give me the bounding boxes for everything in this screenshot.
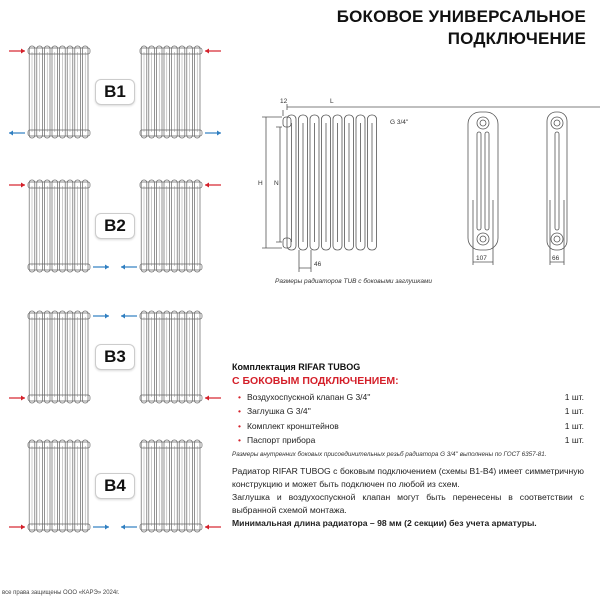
bullet-icon: • bbox=[238, 420, 241, 431]
return-flow-arrow-icon bbox=[121, 265, 137, 270]
dim-n: N bbox=[274, 180, 279, 187]
technical-drawing bbox=[250, 90, 600, 280]
bullet-icon: • bbox=[238, 391, 241, 402]
drawing-caption: Размеры радиаторов TUB с боковыми заглушками bbox=[275, 278, 433, 285]
supply-flow-arrow-icon bbox=[205, 49, 221, 54]
supply-flow-arrow-icon bbox=[9, 49, 25, 54]
kit-item-name: Воздухоспускной клапан G 3/4'' bbox=[246, 391, 371, 402]
return-flow-arrow-icon bbox=[93, 525, 109, 530]
kit-heading: Комплектация RIFAR TUBOG bbox=[232, 362, 361, 372]
kit-item bbox=[232, 406, 584, 416]
kit-item bbox=[232, 392, 584, 402]
supply-flow-arrow-icon bbox=[9, 525, 25, 530]
return-flow-arrow-icon bbox=[93, 314, 109, 319]
radiator-icon bbox=[28, 311, 90, 403]
scheme-label: B1 bbox=[95, 79, 135, 105]
bullet-icon: • bbox=[238, 406, 241, 416]
bullet-icon: • bbox=[238, 435, 241, 445]
radiator-icon bbox=[140, 440, 202, 532]
scheme-label: B2 bbox=[95, 213, 135, 239]
return-flow-arrow-icon bbox=[93, 265, 109, 270]
dim-107: 107 bbox=[476, 255, 487, 262]
dim-66: 66 bbox=[552, 255, 560, 262]
return-flow-arrow-icon bbox=[121, 314, 137, 319]
side-view-3col bbox=[468, 112, 498, 250]
description bbox=[232, 465, 584, 530]
kit-item-qty: 1 шт. bbox=[564, 391, 584, 402]
dim-h: H bbox=[258, 180, 263, 187]
supply-flow-arrow-icon bbox=[9, 396, 25, 401]
page-title: БОКОВОЕ УНИВЕРСАЛЬНОЕ ПОДКЛЮЧЕНИЕ bbox=[336, 7, 586, 48]
radiator-icon bbox=[140, 180, 202, 272]
dim-46: 46 bbox=[314, 261, 322, 268]
kit-item-name: Паспорт прибора bbox=[246, 435, 316, 445]
description-p3: Минимальная длина радиатора – 98 мм (2 секции) без учета арматуры. bbox=[232, 518, 537, 528]
return-flow-arrow-icon bbox=[121, 525, 137, 530]
description-p2: Заглушка и воздухоспускной клапан могут быть перенесены в соответствии с выбранной схемой монтажа. bbox=[232, 492, 584, 515]
scheme-label: B4 bbox=[95, 473, 135, 499]
kit-section bbox=[232, 362, 584, 458]
radiator-icon bbox=[140, 46, 202, 138]
dim-l: L bbox=[330, 98, 334, 105]
supply-flow-arrow-icon bbox=[205, 183, 221, 188]
supply-flow-arrow-icon bbox=[205, 396, 221, 401]
radiator-icon bbox=[28, 180, 90, 272]
radiator-icon bbox=[28, 440, 90, 532]
scheme-label: B3 bbox=[95, 344, 135, 370]
return-flow-arrow-icon bbox=[205, 131, 221, 136]
return-flow-arrow-icon bbox=[9, 131, 25, 136]
kit-item-name: Комплект кронштейнов bbox=[246, 420, 339, 431]
kit-item-name: Заглушка G 3/4'' bbox=[246, 406, 311, 416]
radiator-icon bbox=[28, 46, 90, 138]
kit-item-qty: 1 шт. bbox=[564, 435, 584, 445]
kit-item-qty: 1 шт. bbox=[564, 420, 584, 431]
radiator-icon bbox=[140, 311, 202, 403]
kit-item-qty: 1 шт. bbox=[564, 406, 584, 416]
supply-flow-arrow-icon bbox=[205, 525, 221, 530]
dim-12: 12 bbox=[280, 98, 288, 105]
kit-item bbox=[232, 435, 584, 445]
kit-subheading: С БОКОВЫМ ПОДКЛЮЧЕНИЕМ: bbox=[232, 375, 399, 387]
supply-flow-arrow-icon bbox=[9, 183, 25, 188]
kit-item bbox=[232, 421, 584, 431]
description-p1: Радиатор RIFAR TUBOG с боковым подключением (схемы B1-B4) имеет симметричную конструкцию и может быть подключен по любой из схем. bbox=[232, 466, 584, 489]
kit-note: Размеры внутренних боковых присоединительных резьб радиатора G 3/4'' выполнены по ГОСТ 6357-81. bbox=[232, 451, 547, 458]
dim-thread: G 3/4'' bbox=[390, 119, 409, 126]
copyright: все права защищены ООО «КАРЭ» 2024г. bbox=[2, 590, 120, 596]
